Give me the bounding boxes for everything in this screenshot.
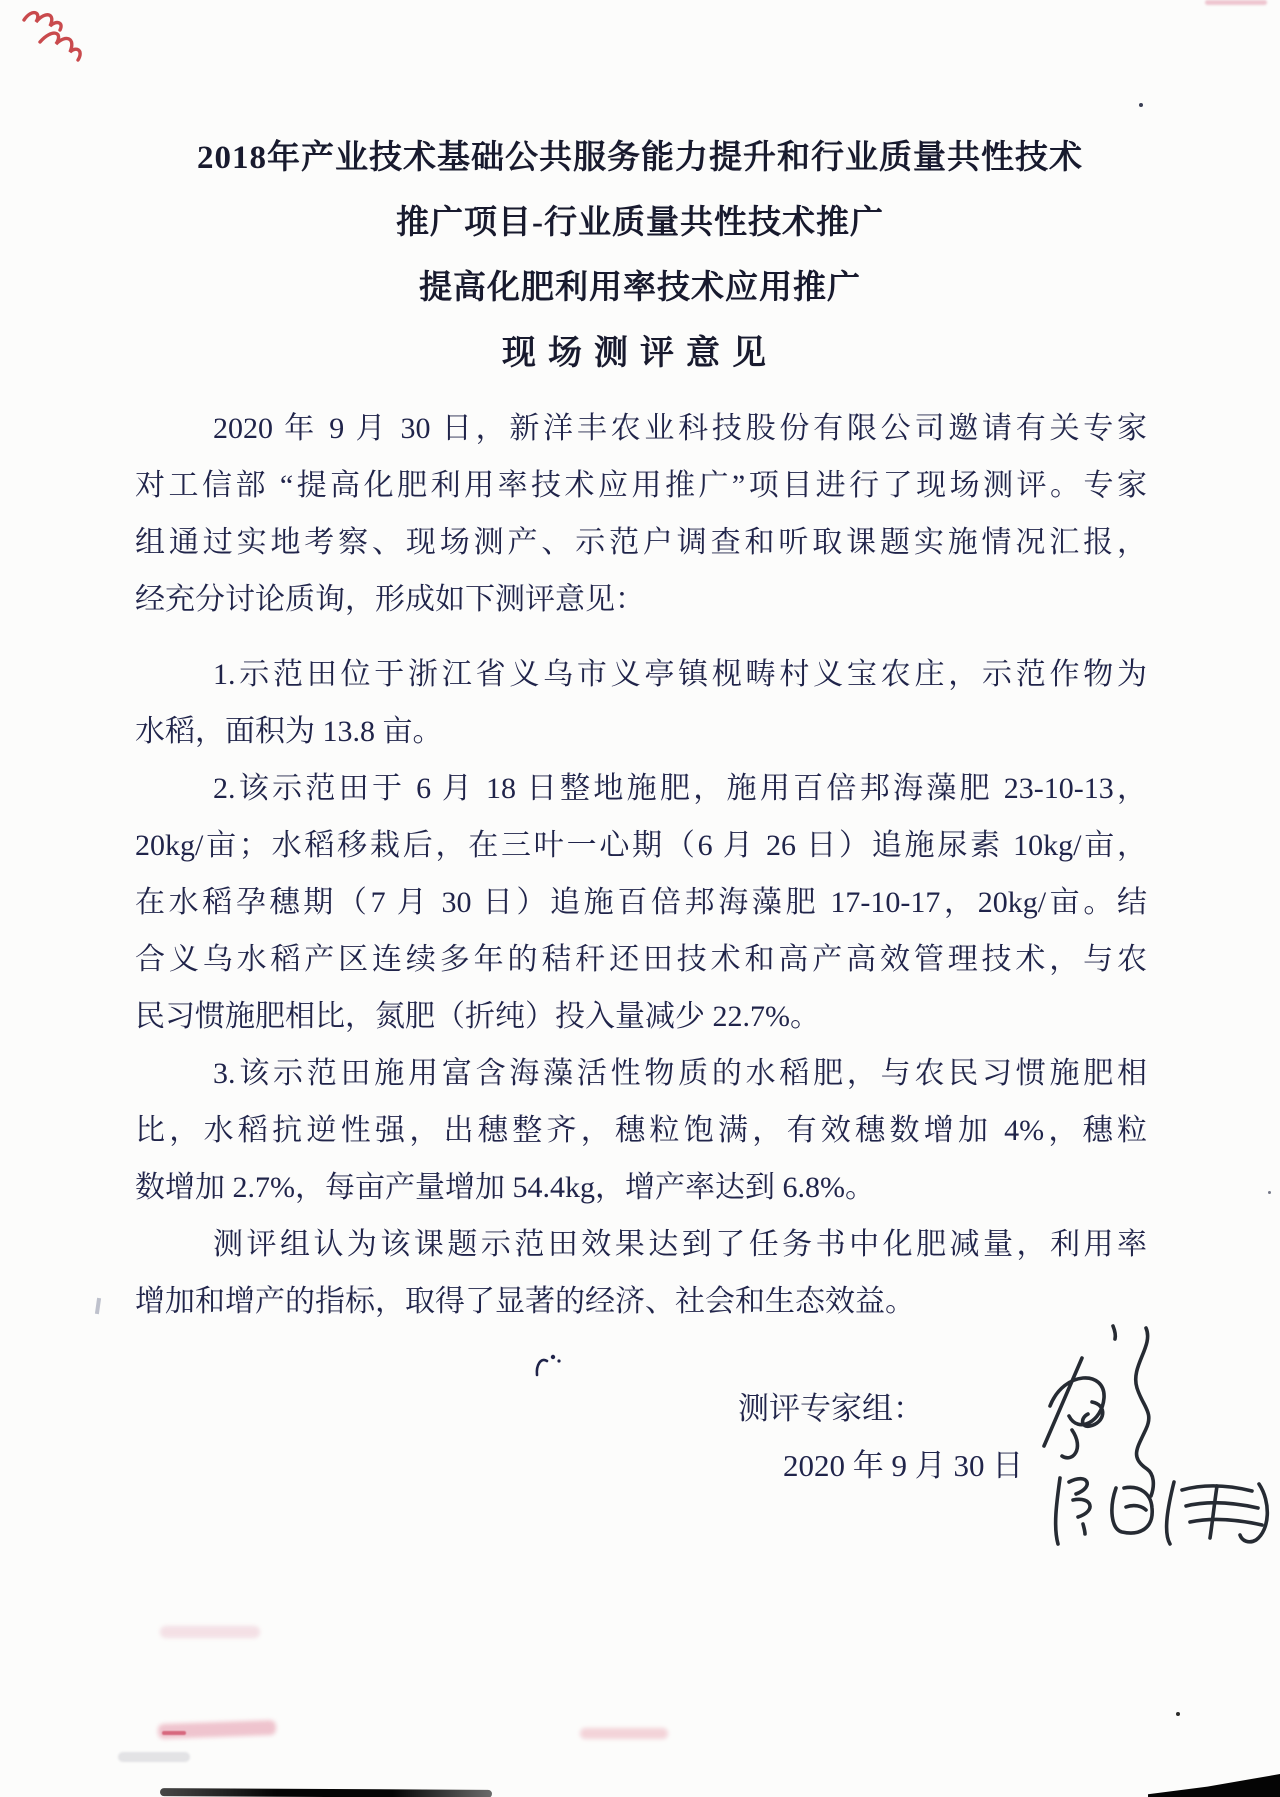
title-line: 2018年产业技术基础公共服务能力提升和行业质量共性技术: [197, 140, 1083, 176]
stray-ink-mark: [532, 1350, 568, 1380]
text-line: 合义乌水稻产区连续多年的秸秆还田技术和高产高效管理技术，与农: [135, 943, 1147, 976]
title-line: 推广项目-行业质量共性技术推广: [396, 205, 884, 241]
title-line: 提高化肥利用率技术应用推广: [419, 270, 861, 306]
handwritten-signature: [1012, 1310, 1280, 1570]
paragraph-intro: [135, 400, 1147, 628]
text-line: 组通过实地考察、现场测产、示范户调查和听取课题实施情况汇报，: [135, 526, 1147, 559]
ink-bleedthrough: [160, 1626, 260, 1638]
text-line: 2.该示范田于 6 月 18 日整地施肥，施用百倍邦海藻肥 23-10-13，: [213, 772, 1147, 805]
document-body: [135, 400, 1147, 1330]
scan-artifact: [95, 1298, 101, 1314]
text-line: 2020 年 9 月 30 日，新洋丰农业科技股份有限公司邀请有关专家: [213, 412, 1147, 445]
scan-artifact: [1205, 0, 1267, 5]
text-line: 在水稻孕穗期（7 月 30 日）追施百倍邦海藻肥 17-10-17，20kg/亩。结: [135, 886, 1147, 919]
scan-artifact: [1176, 1712, 1180, 1716]
text-line: 1.示范田位于浙江省义乌市义亭镇枧畴村义宝农庄，示范作物为: [213, 658, 1147, 691]
scan-artifact: [118, 1752, 190, 1762]
scan-artifact: [1139, 103, 1143, 107]
text-line: 比，水稻抗逆性强，出穗整齐，穗粒饱满，有效穗数增加 4%，穗粒: [135, 1114, 1147, 1147]
text-line: 经充分讨论质询，形成如下测评意见：: [135, 583, 645, 616]
signature-group-label: 测评专家组：: [738, 1391, 924, 1426]
text-line: 增加和增产的指标，取得了显著的经济、社会和生态效益。: [135, 1285, 915, 1318]
paragraph-item-1: [135, 646, 1147, 760]
scan-edge-artifact: [160, 1788, 492, 1797]
text-line: 测评组认为该课题示范田效果达到了任务书中化肥减量，利用率: [213, 1228, 1147, 1261]
paragraph-item-2: [135, 760, 1147, 1045]
text-line: 水稻，面积为 13.8 亩。: [135, 715, 443, 748]
text-line: 3.该示范田施用富含海藻活性物质的水稻肥，与农民习惯施肥相: [213, 1057, 1147, 1090]
paragraph-item-3: [135, 1045, 1147, 1216]
ink-bleedthrough: [162, 1731, 186, 1735]
text-line: 20kg/亩；水稻移栽后，在三叶一心期（6 月 26 日）追施尿素 10kg/亩，: [135, 829, 1147, 862]
text-line: 数增加 2.7%，每亩产量增加 54.4kg，增产率达到 6.8%。: [135, 1171, 875, 1204]
text-line: 民习惯施肥相比，氮肥（折纯）投入量减少 22.7%。: [135, 1000, 820, 1033]
document-title-block: [125, 126, 1155, 386]
ink-bleedthrough: [580, 1728, 668, 1739]
signature-date: 2020 年 9 月 30 日: [783, 1448, 1024, 1483]
scan-artifact: [1268, 1191, 1271, 1194]
paragraph-conclusion: [135, 1216, 1147, 1330]
scan-edge-artifact: [1148, 1774, 1280, 1797]
document-heading: 现场测评意见: [502, 335, 778, 372]
red-pen-annotation-icon: [14, 2, 106, 66]
ink-bleedthrough: [158, 1720, 276, 1739]
text-line: 对工信部 “提高化肥利用率技术应用推广”项目进行了现场测评。专家: [135, 469, 1147, 502]
